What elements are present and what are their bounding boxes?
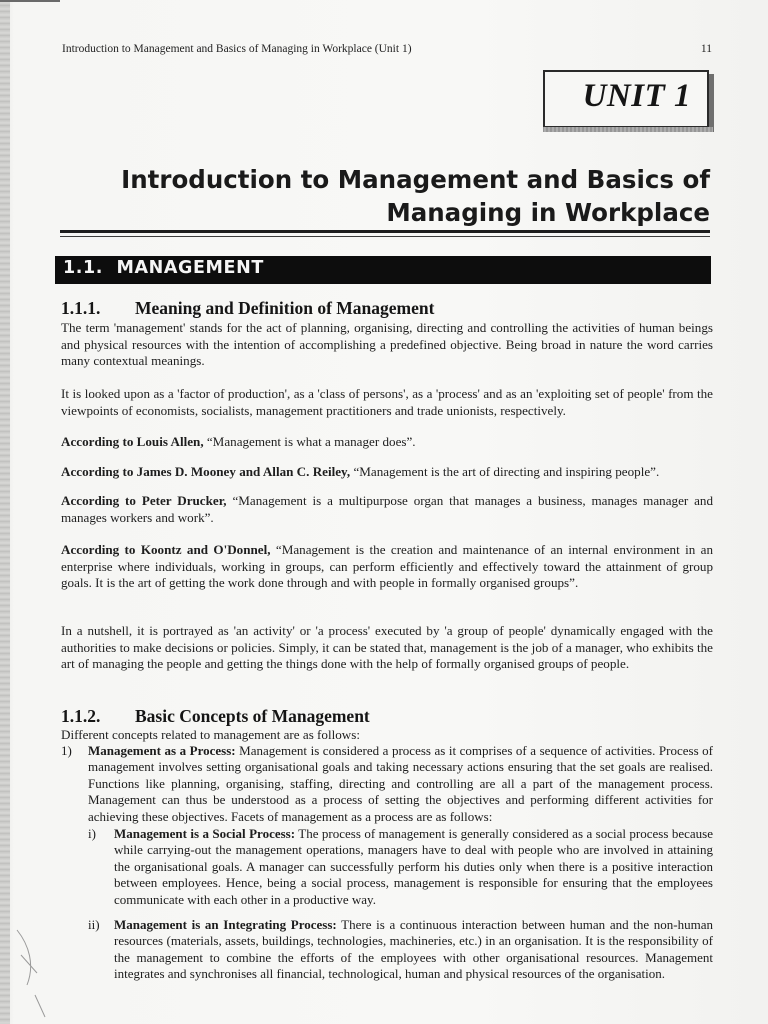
list-marker: i) xyxy=(88,826,96,841)
quote-lead: According to Louis Allen, xyxy=(61,434,204,449)
chapter-title-line-2: Managing in Workplace xyxy=(386,198,710,227)
margin-scribble xyxy=(15,925,55,1020)
paragraph-viewpoints: It is looked upon as a 'factor of production', as a 'class of persons', as a 'process' and as an 'exploiting set of people' from the viewpoints of economists, socialists, management practitioners and trade unionists, respectively. xyxy=(61,386,713,418)
quote-text: “Management is what a manager does”. xyxy=(206,434,416,449)
section-number: 1.1. xyxy=(63,258,104,278)
list-marker: ii) xyxy=(88,917,100,932)
quote-lead: According to Peter Drucker, xyxy=(61,493,227,508)
chapter-title-line-1: Introduction to Management and Basics of xyxy=(121,165,710,194)
binding-edge xyxy=(0,0,10,1024)
title-rule-thick xyxy=(60,230,710,233)
section-heading xyxy=(63,258,264,278)
title-rule-thin xyxy=(60,236,710,237)
unit-label: UNIT 1 xyxy=(582,78,691,114)
section-title: MANAGEMENT xyxy=(116,258,264,278)
subsection-title: Basic Concepts of Management xyxy=(135,706,370,726)
paragraph-concepts-intro: Different concepts related to management are as follows: xyxy=(61,727,360,742)
subsection-number: 1.1.2. xyxy=(61,706,101,726)
list-item-text: There is a continuous interaction between human and the non-human resources (materials, assets, buildings, technologies, machineries, etc.) in an organisation. It is the responsibility of the management to combine the efforts of the employees with other organisational resources. Management integrates and synchronises all financial, technological, human and physical resources of the organisation. xyxy=(114,917,714,982)
list-item-text: Management is considered a process as it comprises of a sequence of activities. Process of management involves setting organisational goals and taking necessary actions ensuring that the set goals are realised. Functions like planning, organising, staffing, directing and controlling are all a part of the management process. Management can thus be understood as a process of setting the objectives and performing different activities for achieving these objectives. Facets of management as a process are as follows: xyxy=(88,743,714,824)
running-head-title: Introduction to Management and Basics of Managing in Workplace (Unit 1) xyxy=(62,43,412,55)
unit-label-box xyxy=(543,70,709,128)
quote-text: “Management is the creation and maintenance of an internal environment in an enterprise where individuals, working in groups, can perform efficiently and effectively toward the attainment of group goals. It is the art of getting the work done through and with people in formally organised groups”. xyxy=(61,542,713,590)
list-item-text: The process of management is generally considered as a social process because while carrying-out the management operations, managers have to deal with people who are involved in attaining the organisational goals. A manager can successfully perform his duties only when there is a positive interaction between employees. Hence, being a social process, management is responsible for ensuring that the employees communicate with each other in a productive way. xyxy=(114,826,713,907)
subsection-number: 1.1.1. xyxy=(61,298,101,318)
list-item-social-process xyxy=(88,826,713,908)
list-item-lead: Management is a Social Process: xyxy=(114,826,296,841)
list-item-lead: Management as a Process: xyxy=(88,743,236,758)
section-heading-bar xyxy=(55,256,711,284)
list-item-integrating-process xyxy=(88,917,713,983)
quote-text: “Management is a multipurpose organ that manages a business, manages manager and manages workers and work”. xyxy=(61,493,714,525)
list-item-management-as-process xyxy=(61,743,713,825)
paragraph-nutshell: In a nutshell, it is portrayed as 'an activity' or 'a process' executed by 'a group of people' dynamically engaged with the authorities to make decisions or policies. Simply, it can be stated that, management is the job of a manager, who exhibits the art of managing the people and getting the things done with the help of formally organised groups of people. xyxy=(61,623,713,671)
quote-text: “Management is the art of directing and inspiring people”. xyxy=(353,464,660,479)
chapter-title xyxy=(60,163,710,229)
corner-mark xyxy=(0,0,60,12)
paragraph-definition: The term 'management' stands for the act of planning, organising, directing and controlling the activities of human beings and physical resources with the intention of accomplishing a predefined objective. Being broad in nature the word carries many contextual meanings. xyxy=(61,320,713,368)
quote-peter-drucker xyxy=(61,493,713,526)
quote-koontz-odonnel xyxy=(61,542,713,592)
page-number: 11 xyxy=(700,43,712,55)
list-item-lead: Management is an Integrating Process: xyxy=(114,917,337,932)
subsection-title: Meaning and Definition of Management xyxy=(135,298,435,318)
list-marker: 1) xyxy=(61,743,72,758)
quote-lead: According to James D. Mooney and Allan C. Reiley, xyxy=(61,464,351,479)
unit-label-underbar xyxy=(543,127,713,132)
subsection-heading-1-1-1 xyxy=(61,298,434,319)
subsection-heading-1-1-2 xyxy=(61,706,370,727)
quote-mooney-reiley xyxy=(61,464,713,481)
quote-lead: According to Koontz and O'Donnel, xyxy=(61,542,271,557)
quote-louis-allen xyxy=(61,434,713,451)
